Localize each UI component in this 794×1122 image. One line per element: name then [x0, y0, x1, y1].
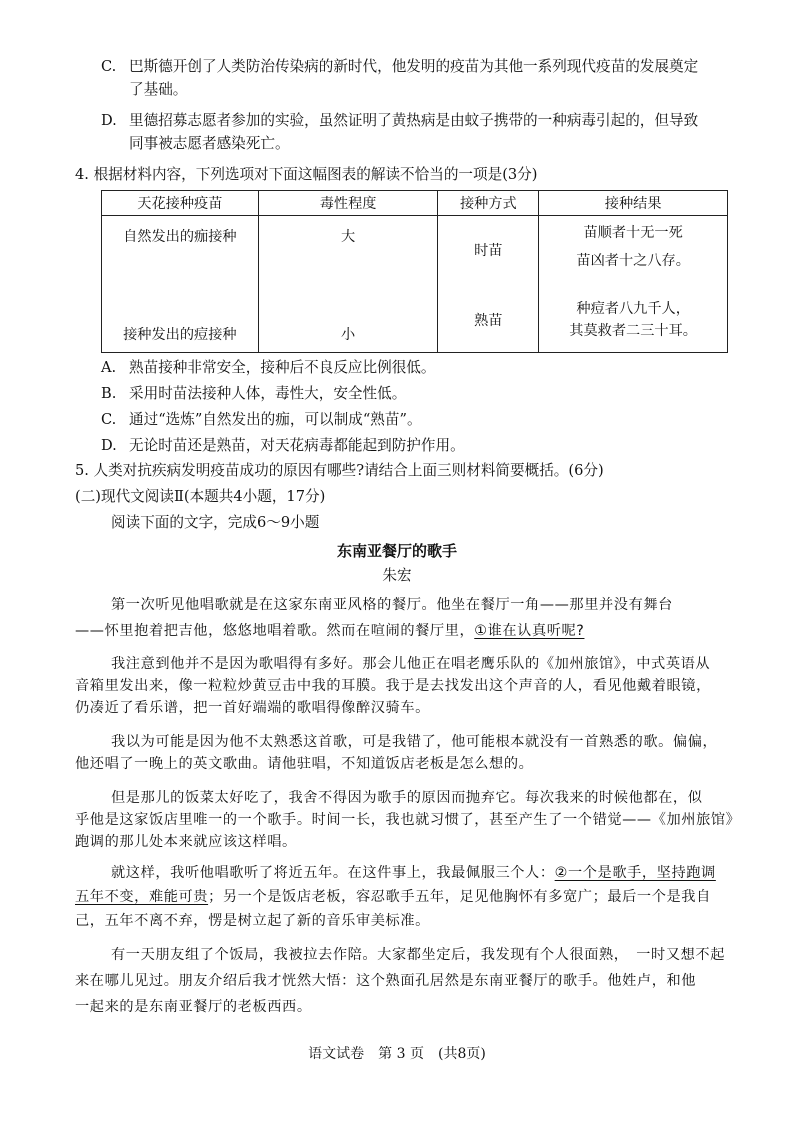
p2-line2: 音箱里发出来，像一粒粒炒黄豆击中我的耳膜。我于是去找发出这个声音的人，看见他戴着眼镜，	[75, 678, 711, 694]
q4-option-b-letter: B.	[101, 385, 117, 402]
table-cell-method	[438, 216, 539, 353]
q3-option-c	[101, 56, 698, 78]
q4-option-a-text: 熟苗接种非常安全，接种后不良反应比例很低。	[129, 359, 436, 376]
table-body-row	[102, 216, 728, 353]
q4-option-d-text: 无论时苗还是熟苗，对天花病毒都能起到防护作用。	[129, 437, 465, 454]
row1-method: 时苗	[474, 243, 503, 259]
p3-line1: 我以为可能是因为他不太熟悉这首歌，可是我错了，他可能根本就没有一首熟悉的歌。偏偏，	[111, 734, 718, 750]
q4-option-d	[101, 435, 465, 457]
row1-result-line1: 苗顺者十无一死	[583, 225, 683, 241]
p6-line2: 来在哪儿见过。朋友介绍后我才恍然大悟：这个熟面孔居然是东南亚餐厅的歌手。他姓卢，和他	[75, 973, 697, 989]
q4-option-c-text: 通过“选炼”自然发出的痂，可以制成“熟苗”。	[129, 411, 422, 428]
q4-option-b-text: 采用时苗法接种人体，毒性大，安全性低。	[129, 385, 407, 402]
p5-line1-text: 就这样，我听他唱歌听了将近五年。在这件事上，我最佩服三个人：	[111, 865, 555, 881]
article-author: 朱宏	[382, 567, 412, 584]
q4-option-c-letter: C.	[101, 411, 117, 428]
underlined-question-1: ①谁在认真听呢?	[474, 623, 585, 639]
row2-result-line1: 种痘者八九千人，	[576, 301, 690, 317]
q3-option-c-cont: 了基础。	[129, 81, 188, 98]
p2-line3: 仍凑近了看乐谱，把一首好端端的歌唱得像醉汉骑车。	[75, 700, 430, 716]
q3-option-d-cont: 同事被志愿者感染死亡。	[129, 135, 290, 152]
reading-instruction: 阅读下面的文字，完成6～9小题	[111, 514, 320, 531]
q3-option-c-letter: C.	[101, 58, 117, 75]
p3-line2: 他还唱了一晚上的英文歌曲。请他驻唱，不知道饭店老板是怎么想的。	[75, 756, 534, 772]
table-header: 接种方式	[438, 191, 539, 216]
p4-line1: 但是那儿的饭菜太好吃了，我舍不得因为歌手的原因而抛弃它。每次我来的时候他都在，似	[111, 790, 703, 806]
p4-line3: 跑调的那儿处本来就应该这样唱。	[75, 834, 297, 850]
row2-method: 熟苗	[474, 313, 503, 329]
p6-line3: 一起来的是东南亚餐厅的老板西西。	[75, 999, 312, 1015]
article-title: 东南亚餐厅的歌手	[336, 542, 457, 560]
q4-option-a	[101, 357, 435, 379]
q3-option-d-letter: D.	[101, 112, 117, 129]
underlined-sentence-2: ②一个是歌手，坚持跑调	[554, 865, 716, 881]
p1-line2	[75, 620, 584, 642]
row1-type: 自然发出的痂接种	[123, 229, 237, 245]
p1-line1: 第一次听见他唱歌就是在这家东南亚风格的餐厅。他坐在餐厅一角——那里并没有舞台	[111, 597, 673, 613]
page-footer: 语文试卷 第 3 页 (共8页)	[308, 1046, 486, 1062]
section-heading: (二)现代文阅读Ⅱ(本题共4小题，17分)	[75, 488, 326, 505]
p2-line1: 我注意到他并不是因为歌唱得有多好。那会儿他正在唱老鹰乐队的《加州旅馆》，中式英语从	[111, 656, 711, 672]
p6-line1: 有一天朋友组了个饭局，我被拉去作陪。大家都坐定后，我发现有个人很面熟， 一时又想不起	[111, 947, 725, 963]
table-header: 接种结果	[539, 191, 728, 216]
vaccine-table	[101, 190, 728, 353]
row2-type: 接种发出的痘接种	[123, 327, 237, 343]
q3-option-d	[101, 110, 698, 132]
q4-option-d-letter: D.	[101, 437, 117, 454]
p5-line3: 己，五年不离不弃，愣是树立起了新的音乐审美标准。	[75, 913, 430, 929]
table-header-row	[102, 191, 728, 216]
underlined-sentence-2-cont: 五年不变，难能可贵	[75, 889, 209, 905]
q4-stem: 4. 根据材料内容，下列选项对下面这幅图表的解读不恰当的一项是(3分)	[75, 166, 538, 183]
row1-result-line2: 苗凶者十之八存。	[576, 253, 690, 269]
table-header: 天花接种疫苗	[102, 191, 259, 216]
row1-toxicity: 大	[340, 229, 356, 245]
q3-option-c-text: 巴斯德开创了人类防治传染病的新时代，他发明的疫苗为其他一系列现代疫苗的发展奠定	[129, 58, 699, 75]
q3-option-d-text: 里德招募志愿者参加的实验，虽然证明了黄热病是由蚊子携带的一种病毒引起的，但导致	[129, 112, 699, 129]
q4-option-b	[101, 383, 406, 405]
table-cell-type	[102, 216, 259, 353]
p4-line2: 乎他是这家饭店里唯一的一个歌手。时间一长，我也就习惯了，甚至产生了一个错觉——《加州旅馆》	[75, 812, 741, 828]
q4-option-a-letter: A.	[101, 359, 117, 376]
p5-line2	[75, 886, 711, 908]
p5-line2-text: ；另一个是饭店老板，容忍歌手五年，足见他胸怀有多宽广；最后一个是我自	[208, 889, 711, 905]
row2-toxicity: 小	[340, 327, 356, 343]
table-cell-result	[539, 216, 728, 353]
q5-stem: 5. 人类对抗疾病发明疫苗成功的原因有哪些?请结合上面三则材料简要概括。(6分)	[75, 462, 604, 479]
q4-option-c	[101, 409, 422, 431]
p1-line2-text: ——怀里抱着把吉他，悠悠地唱着歌。然而在喧闹的餐厅里，	[75, 623, 475, 639]
row2-result-line2: 其莫救者二三十耳。	[569, 323, 697, 339]
table-header: 毒性程度	[258, 191, 438, 216]
table-cell-toxicity	[258, 216, 438, 353]
p5-line1	[111, 862, 716, 884]
